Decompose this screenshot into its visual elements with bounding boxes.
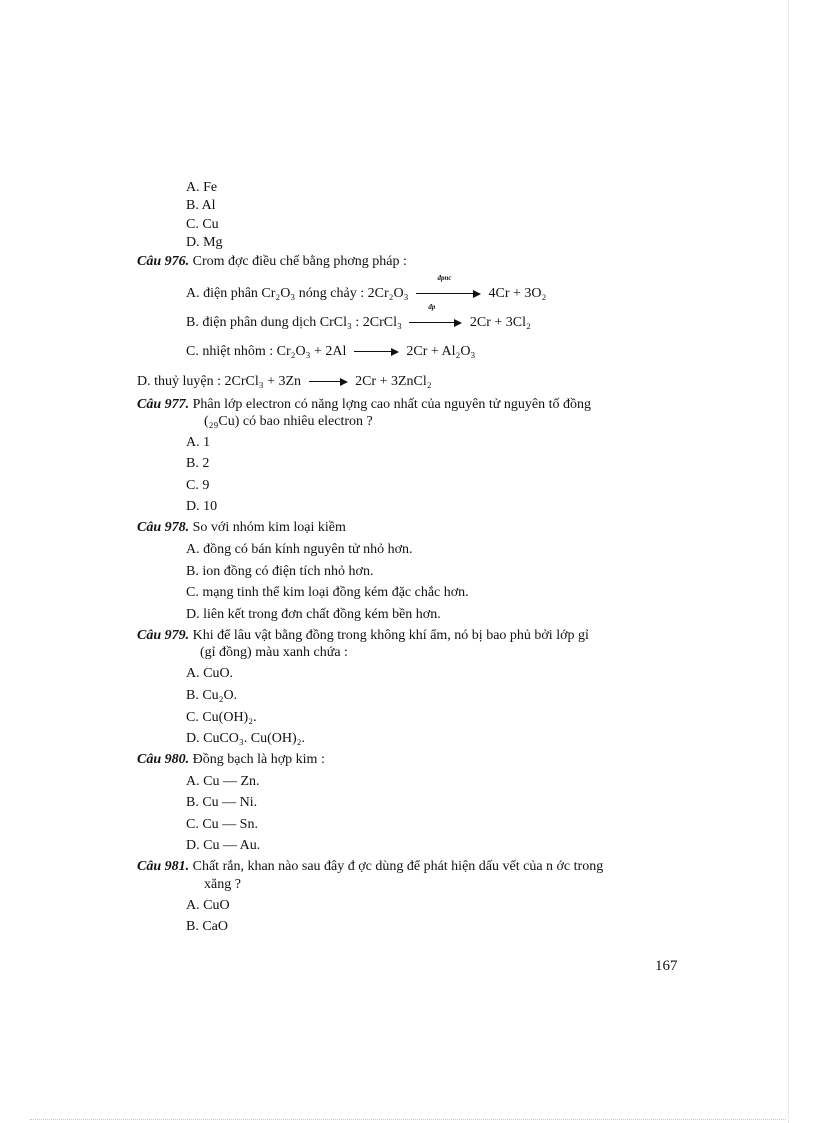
q979-option-c: C. Cu(OH)₂. — [186, 710, 257, 725]
question-980 — [137, 751, 325, 769]
q975-option-b: B. Al — [186, 198, 216, 213]
q978-option-d: D. liên kết trong đơn chất đồng kém bền hơn. — [186, 607, 441, 622]
q977-option-b: B. 2 — [186, 456, 210, 471]
q980-option-b: B. Cu — Ni. — [186, 795, 258, 810]
q979-option-a: A. CuO. — [186, 666, 234, 681]
question-label: Câu 980. — [137, 752, 190, 767]
q977-option-d: D. 10 — [186, 499, 218, 514]
question-text: Chất rắn, khan nào sau đây đ ợc dùng để phát hiện dấu vết của n ớc trong — [192, 859, 604, 874]
arrow-condition: đp — [428, 303, 436, 311]
reaction-arrow-icon — [309, 373, 348, 391]
option-product: 2Cr + Al₂O₃ — [406, 344, 476, 360]
arrow-condition: đpnc — [437, 274, 452, 282]
reaction-arrow-icon — [409, 303, 462, 332]
reaction-arrow-icon — [416, 274, 481, 303]
question-text: Phân lớp electron có năng lợng cao nhất của nguyên tử nguyên tố đồng — [192, 397, 591, 412]
question-text: So với nhóm kim loại kiềm — [192, 520, 346, 535]
question-label: Câu 976. — [137, 254, 190, 269]
option-text: B. điện phân dung dịch CrCl₃ : 2CrCl₃ — [186, 315, 402, 331]
question-label: Câu 979. — [137, 628, 190, 643]
option-product: 4Cr + 3O₂ — [488, 286, 547, 302]
question-977 — [137, 396, 591, 414]
q979-option-b: B. Cu₂O. — [186, 688, 238, 703]
q981-option-a: A. CuO — [186, 898, 230, 913]
q975-option-a: A. Fe — [186, 180, 218, 195]
q978-option-a: A. đồng có bán kính nguyên tử nhỏ hơn. — [186, 542, 413, 557]
option-text: A. điện phân Cr₂O₃ nóng chảy : 2Cr₂O₃ — [186, 286, 409, 302]
q980-option-a: A. Cu — Zn. — [186, 774, 260, 789]
q975-option-c: C. Cu — [186, 217, 219, 232]
question-text: Crom đợc điều chế bằng phơng pháp : — [192, 254, 407, 269]
option-product: 2Cr + 3Cl₂ — [469, 315, 531, 331]
option-text: D. thuỷ luyện : 2CrCl₃ + 3Zn — [137, 374, 302, 390]
question-981-continued: xăng ? — [204, 877, 241, 892]
q979-option-d: D. CuCO₃. Cu(OH)₂. — [186, 731, 306, 746]
question-977-continued: (₂₉Cu) có bao nhiêu electron ? — [204, 414, 373, 429]
question-979 — [137, 627, 589, 645]
page-number: 167 — [655, 958, 678, 974]
option-product: 2Cr + 3ZnCl₂ — [355, 374, 432, 390]
q977-option-a: A. 1 — [186, 435, 211, 450]
page-footer-divider — [30, 1119, 786, 1120]
question-text: Đồng bạch là hợp kim : — [192, 752, 325, 767]
q980-option-d: D. Cu — Au. — [186, 838, 261, 853]
q976-option-a — [186, 274, 547, 303]
question-label: Câu 977. — [137, 397, 190, 412]
option-text: C. nhiệt nhôm : Cr₂O₃ + 2Al — [186, 344, 347, 360]
q976-option-b — [186, 303, 531, 332]
question-text: Khi để lâu vật bằng đồng trong không khí ẩm, nó bị bao phủ bởi lớp gỉ — [192, 628, 589, 643]
q975-option-d: D. Mg — [186, 235, 223, 250]
question-979-continued: (gỉ đồng) màu xanh chứa : — [200, 645, 348, 660]
question-978 — [137, 519, 346, 537]
q980-option-c: C. Cu — Sn. — [186, 817, 258, 832]
q976-option-c — [186, 343, 475, 361]
question-label: Câu 978. — [137, 520, 190, 535]
reaction-arrow-icon — [354, 343, 399, 361]
question-label: Câu 981. — [137, 859, 190, 874]
q981-option-b: B. CaO — [186, 919, 228, 934]
question-976 — [137, 253, 407, 271]
q978-option-c: C. mạng tinh thể kim loại đồng kém đặc chắc hơn. — [186, 585, 469, 600]
question-981 — [137, 858, 603, 876]
q976-option-d — [137, 373, 432, 391]
q978-option-b: B. ion đồng có điện tích nhỏ hơn. — [186, 564, 374, 579]
q977-option-c: C. 9 — [186, 478, 210, 493]
page-edge-divider — [788, 0, 789, 1123]
